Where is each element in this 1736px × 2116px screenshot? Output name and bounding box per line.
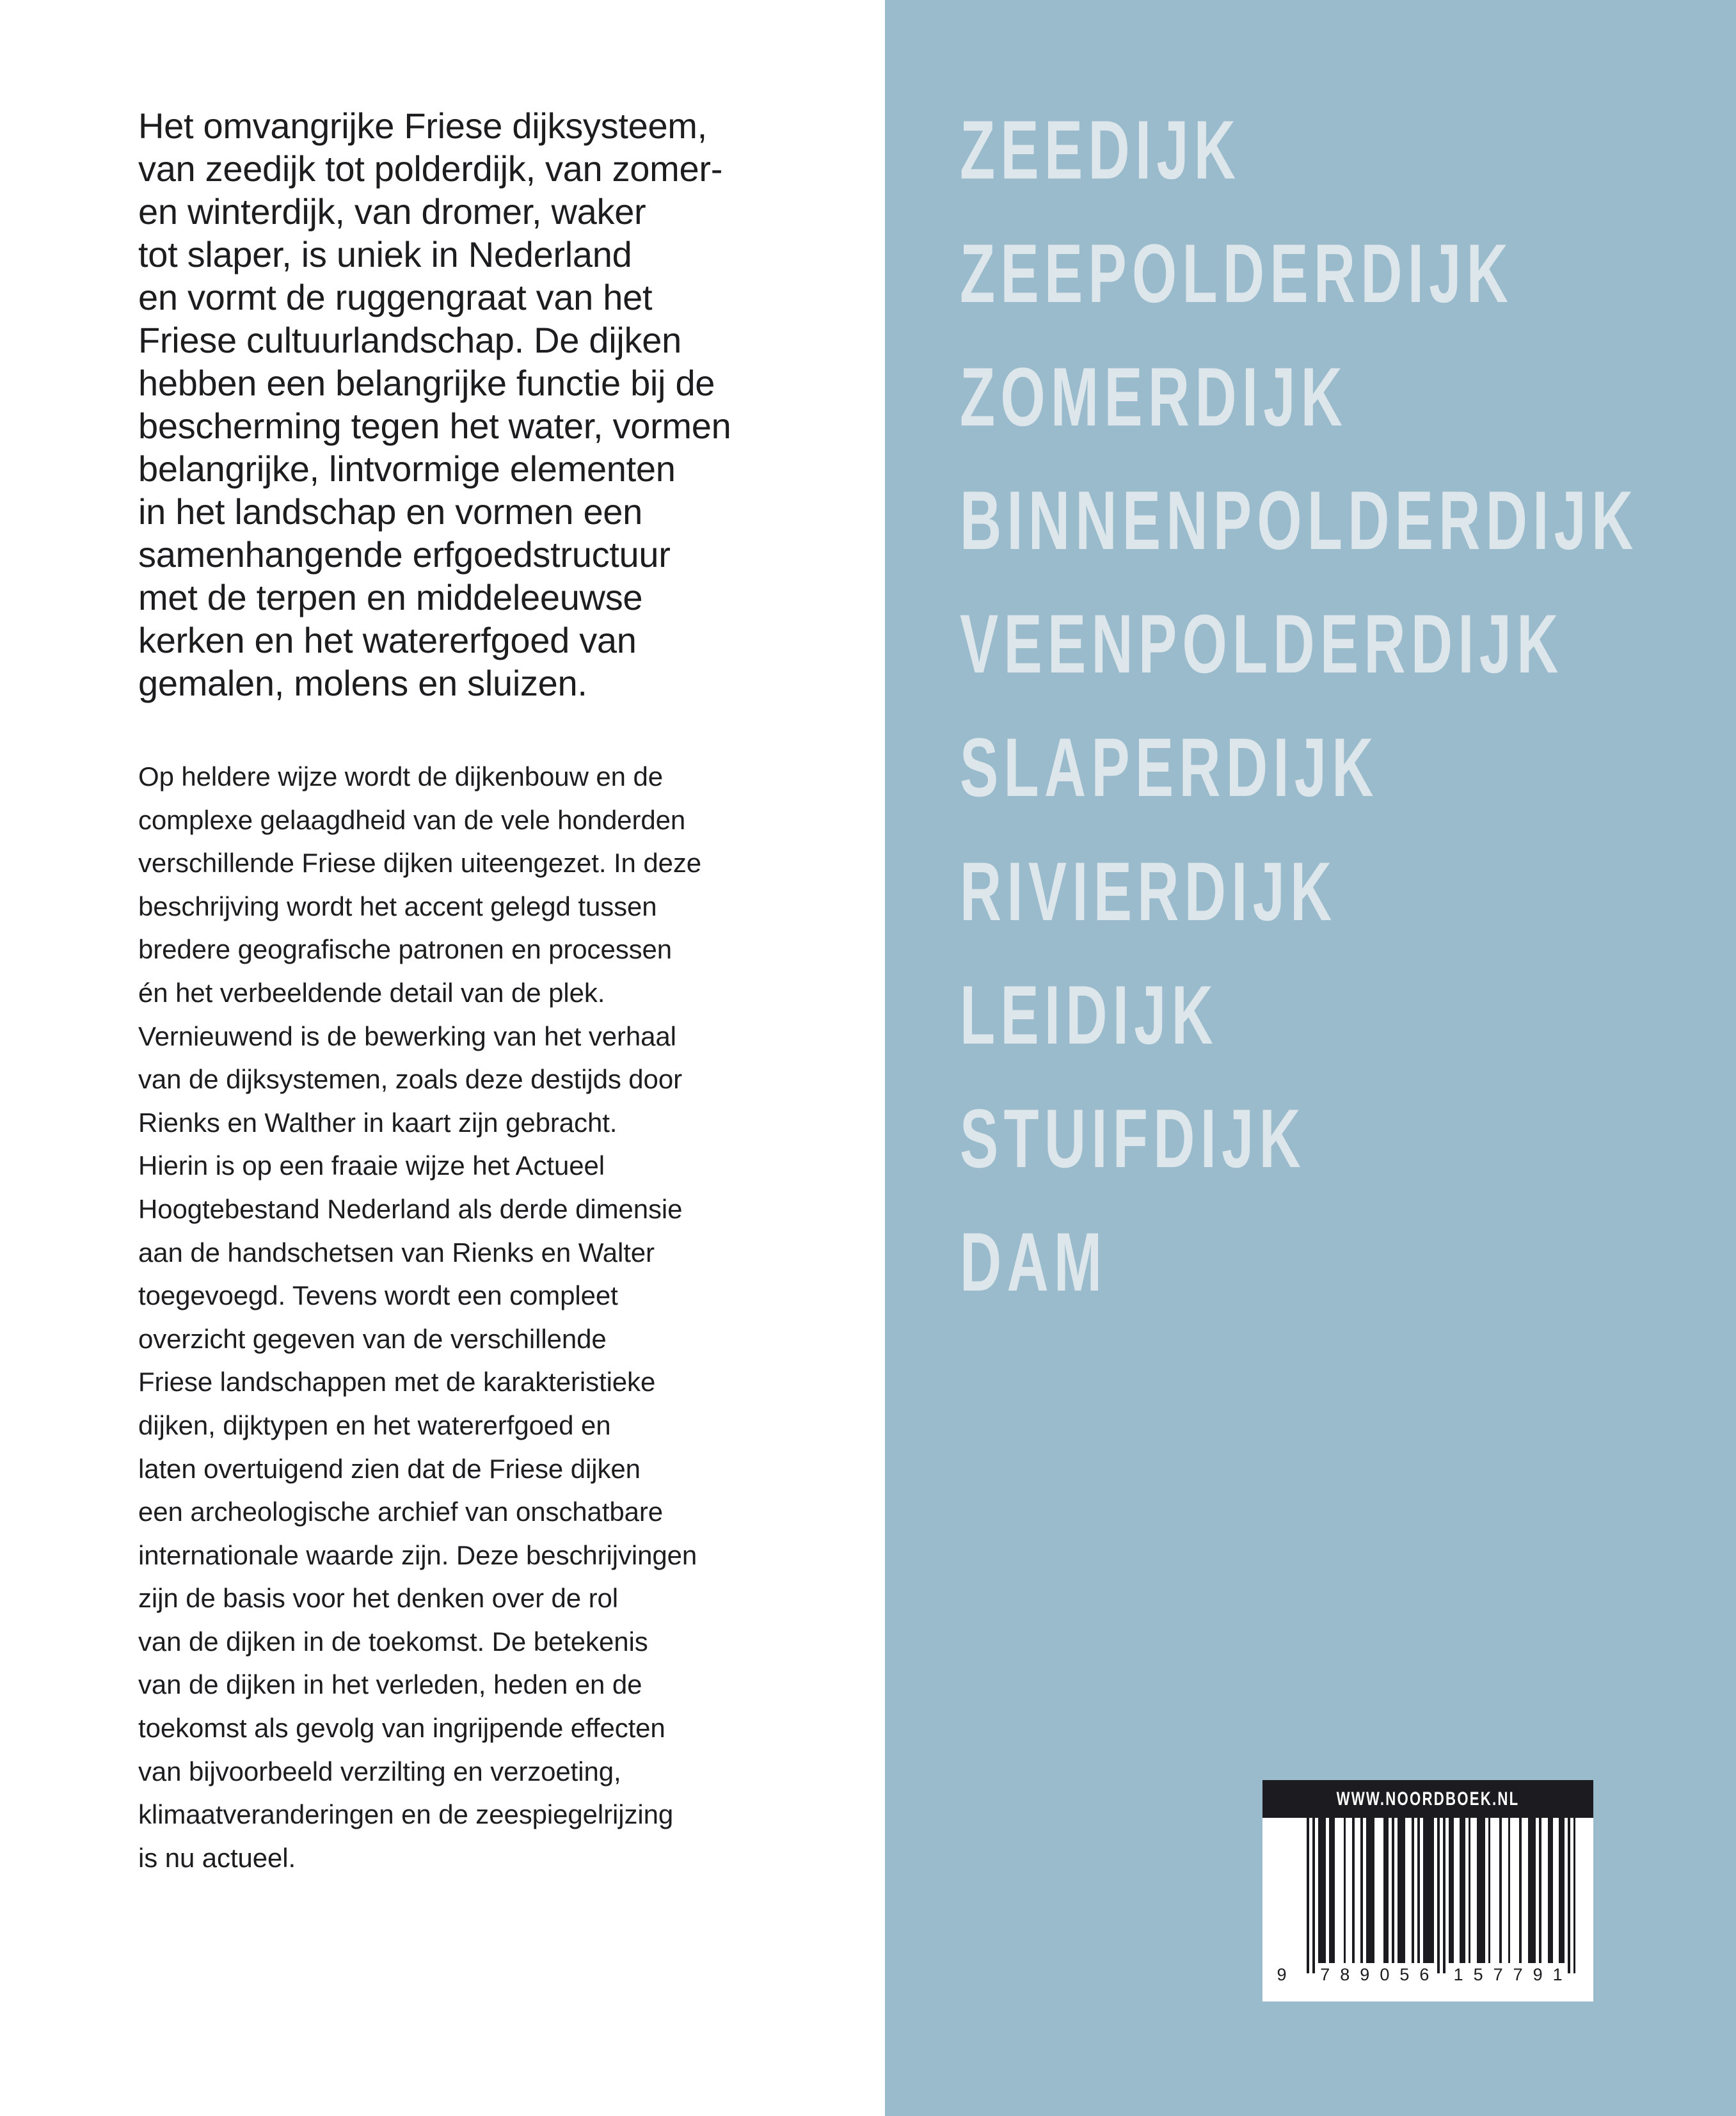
body-line: én het verbeeldende detail van de plek. <box>138 977 605 1008</box>
body-line: klimaatveranderingen en de zeespiegelrijzing <box>138 1799 674 1830</box>
isbn-barcode <box>1262 1780 1593 2001</box>
dike-type-heading: LEIDIJK <box>960 967 1219 1062</box>
intro-line: hebben een belangrijke functie bij de <box>138 363 715 403</box>
dike-type-heading: BINNENPOLDERDIJK <box>960 473 1639 568</box>
barcode-bar <box>1398 1818 1406 1963</box>
dike-type-heading: DAM <box>960 1214 1108 1309</box>
barcode-bar <box>1460 1818 1465 1963</box>
body-line: van de dijken in de toekomst. De betekenis <box>138 1626 648 1657</box>
intro-line: en vormt de ruggengraat van het <box>138 277 653 317</box>
barcode-digit: 5 <box>1399 1965 1410 1984</box>
barcode-bars <box>1307 1818 1576 1973</box>
barcode-bar <box>1360 1818 1363 1963</box>
body-line: laten overtuigend zien dat de Friese dijken <box>138 1453 641 1484</box>
barcode-digit: 6 <box>1419 1965 1429 1984</box>
publisher-url[interactable]: WWW.NOORDBOEK.NL <box>1336 1788 1520 1810</box>
barcode-digit: 1 <box>1552 1965 1563 1984</box>
barcode-guard-bar <box>1307 1818 1309 1973</box>
dike-type-heading: ZEEPOLDERDIJK <box>960 227 1514 321</box>
barcode-bar <box>1352 1818 1355 1963</box>
body-line: Friese landschappen met de karakteristieke <box>138 1367 656 1397</box>
barcode-guard-bar <box>1573 1818 1576 1973</box>
barcode-bar <box>1423 1818 1434 1963</box>
barcode-bar <box>1366 1818 1374 1963</box>
dike-type-heading: SLAPERDIJK <box>960 720 1379 815</box>
body-line: overzicht gegeven van de verschillende <box>138 1323 607 1354</box>
body-line: aan de handschetsen van Rienks en Walter <box>138 1237 655 1268</box>
body-line: een archeologische archief van onschatbare <box>138 1497 664 1527</box>
intro-line: Het omvangrijke Friese dijksysteem, <box>138 106 707 146</box>
barcode-digit: 8 <box>1340 1965 1350 1984</box>
body-line: complexe gelaagdheid van de vele honderden <box>138 804 686 835</box>
barcode-guard-bar <box>1312 1818 1315 1973</box>
barcode-header-band <box>1262 1780 1593 1818</box>
body-line: van de dijken in het verleden, heden en de <box>138 1669 642 1700</box>
barcode-bar <box>1392 1818 1394 1963</box>
body-line: internationale waarde zijn. Deze beschrijvingen <box>138 1539 697 1570</box>
barcode-bar <box>1417 1818 1420 1963</box>
intro-line: belangrijke, lintvormige elementen <box>138 449 676 489</box>
barcode-digit: 7 <box>1320 1965 1330 1984</box>
dike-type-list <box>960 88 1736 1324</box>
barcode-bar <box>1318 1818 1326 1963</box>
body-line: toegevoegd. Tevens wordt een compleet <box>138 1280 618 1311</box>
body-line: Hoogtebestand Nederland als derde dimensie <box>138 1193 683 1224</box>
body-paragraph <box>138 755 701 1879</box>
barcode-bar <box>1412 1818 1414 1963</box>
barcode-digit: 7 <box>1513 1965 1523 1984</box>
body-line: Hierin is op een fraaie wijze het Actueel <box>138 1150 605 1181</box>
body-line: Rienks en Walther in kaart zijn gebracht. <box>138 1107 617 1138</box>
dike-type-heading: STUIFDIJK <box>960 1091 1307 1185</box>
body-line: Op heldere wijze wordt de dijkenbouw en de <box>138 761 663 792</box>
barcode-bar <box>1329 1818 1334 1963</box>
intro-paragraph <box>138 104 731 704</box>
barcode-digit: 9 <box>1533 1965 1543 1984</box>
intro-line: tot slaper, is uniek in Nederland <box>138 234 632 274</box>
barcode-bar <box>1488 1818 1491 1963</box>
intro-line: bescherming tegen het water, vormen <box>138 406 731 446</box>
body-line: zijn de basis voor het denken over de rol <box>138 1583 619 1614</box>
barcode-bar <box>1449 1818 1454 1963</box>
barcode-guard-bar <box>1437 1818 1440 1973</box>
body-line: bredere geografische patronen en processen <box>138 934 673 965</box>
body-line: Vernieuwend is de bewerking van het verhaal <box>138 1021 676 1051</box>
barcode-bar <box>1499 1818 1502 1963</box>
barcode-bar <box>1519 1818 1522 1963</box>
dike-type-heading: ZOMERDIJK <box>960 350 1348 444</box>
barcode-digit: 9 <box>1277 1965 1287 1984</box>
body-line: toekomst als gevolg van ingrijpende effecten <box>138 1713 665 1744</box>
body-line: van de dijksystemen, zoals deze destijds door <box>138 1064 682 1095</box>
barcode-bar <box>1559 1818 1564 1963</box>
dike-type-heading: RIVIERDIJK <box>960 844 1337 938</box>
barcode-bar <box>1469 1818 1471 1963</box>
body-line: beschrijving wordt het accent gelegd tussen <box>138 891 657 921</box>
barcode-digit: 0 <box>1380 1965 1390 1984</box>
intro-line: in het landschap en vormen een <box>138 491 642 532</box>
intro-line: samenhangende erfgoedstructuur <box>138 534 671 575</box>
barcode-bar <box>1548 1818 1553 1963</box>
body-line: verschillende Friese dijken uiteengezet. In deze <box>138 848 702 879</box>
body-line: dijken, dijktypen en het watererfgoed en <box>138 1410 611 1440</box>
barcode-guard-bar <box>1568 1818 1570 1973</box>
barcode-digit: 9 <box>1360 1965 1370 1984</box>
dike-type-heading: VEENPOLDERDIJK <box>960 597 1564 691</box>
intro-line: en winterdijk, van dromer, waker <box>138 191 646 232</box>
intro-line: gemalen, molens en sluizen. <box>138 663 587 703</box>
barcode-bar <box>1383 1818 1389 1963</box>
barcode-guard-bar <box>1443 1818 1445 1973</box>
barcode-bar <box>1477 1818 1485 1963</box>
intro-line: van zeedijk tot polderdijk, van zomer- <box>138 148 723 189</box>
barcode-bar <box>1508 1818 1511 1963</box>
intro-line: Friese cultuurlandschap. De dijken <box>138 320 681 360</box>
intro-line: kerken en het watererfgoed van <box>138 620 637 660</box>
body-line: is nu actueel. <box>138 1842 296 1873</box>
barcode-bar <box>1528 1818 1536 1963</box>
barcode-bar <box>1344 1818 1346 1963</box>
barcode-bar <box>1539 1818 1541 1963</box>
intro-line: met de terpen en middeleeuwse <box>138 577 643 617</box>
barcode-digit: 7 <box>1493 1965 1503 1984</box>
dike-type-heading: ZEEDIJK <box>960 103 1241 196</box>
body-line: van bijvoorbeeld verzilting en verzoeting, <box>138 1756 621 1786</box>
barcode-digit: 1 <box>1453 1965 1463 1984</box>
barcode-digit: 5 <box>1473 1965 1483 1984</box>
